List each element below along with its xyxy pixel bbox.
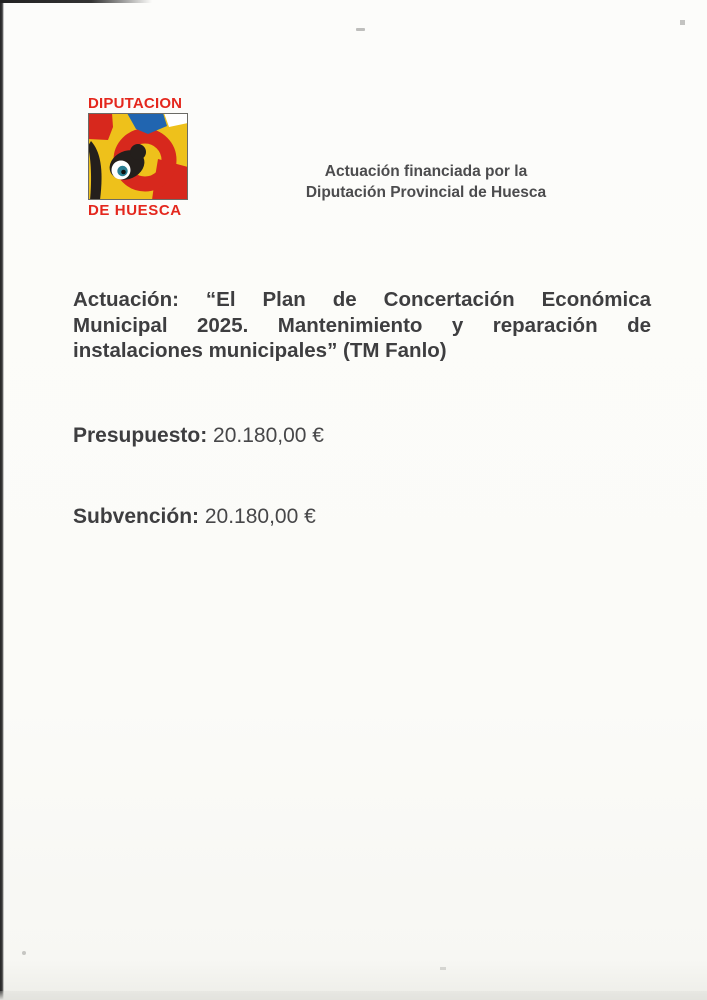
scan-edge-shadow-left <box>0 0 4 1000</box>
diputacion-logo-icon <box>88 113 188 200</box>
scan-artifact <box>680 20 685 25</box>
action-line-2: Municipal 2025. Mantenimiento y reparación de <box>73 313 651 337</box>
funding-statement-line2: Diputación Provincial de Huesca <box>305 184 547 201</box>
grant-value: 20.180,00 € <box>204 505 316 528</box>
scan-edge-shadow-top <box>0 0 152 3</box>
budget-value: 20.180,00 € <box>213 424 324 447</box>
action-line-1: Actuación: “El Plan de Concertación Económica <box>73 288 651 311</box>
logo-top-label: DIPUTACION <box>88 95 183 112</box>
diputacion-huesca-logo <box>88 96 192 219</box>
scan-artifact <box>440 967 446 970</box>
grant-label: Subvención: <box>73 505 200 528</box>
grant-line <box>73 505 316 529</box>
scan-artifact <box>356 28 365 31</box>
budget-label: Presupuesto: <box>73 424 208 447</box>
action-paragraph <box>73 287 651 364</box>
funding-statement <box>272 161 580 203</box>
scan-edge-shadow-bottom <box>0 991 707 1000</box>
funding-statement-line1: Actuación financiada por la <box>324 163 528 180</box>
action-line-3: instalaciones municipales” (TM Fanlo) <box>73 339 447 362</box>
logo-bottom-label: DE HUESCA <box>88 202 182 219</box>
budget-line <box>73 424 324 448</box>
scan-artifact <box>22 951 26 955</box>
